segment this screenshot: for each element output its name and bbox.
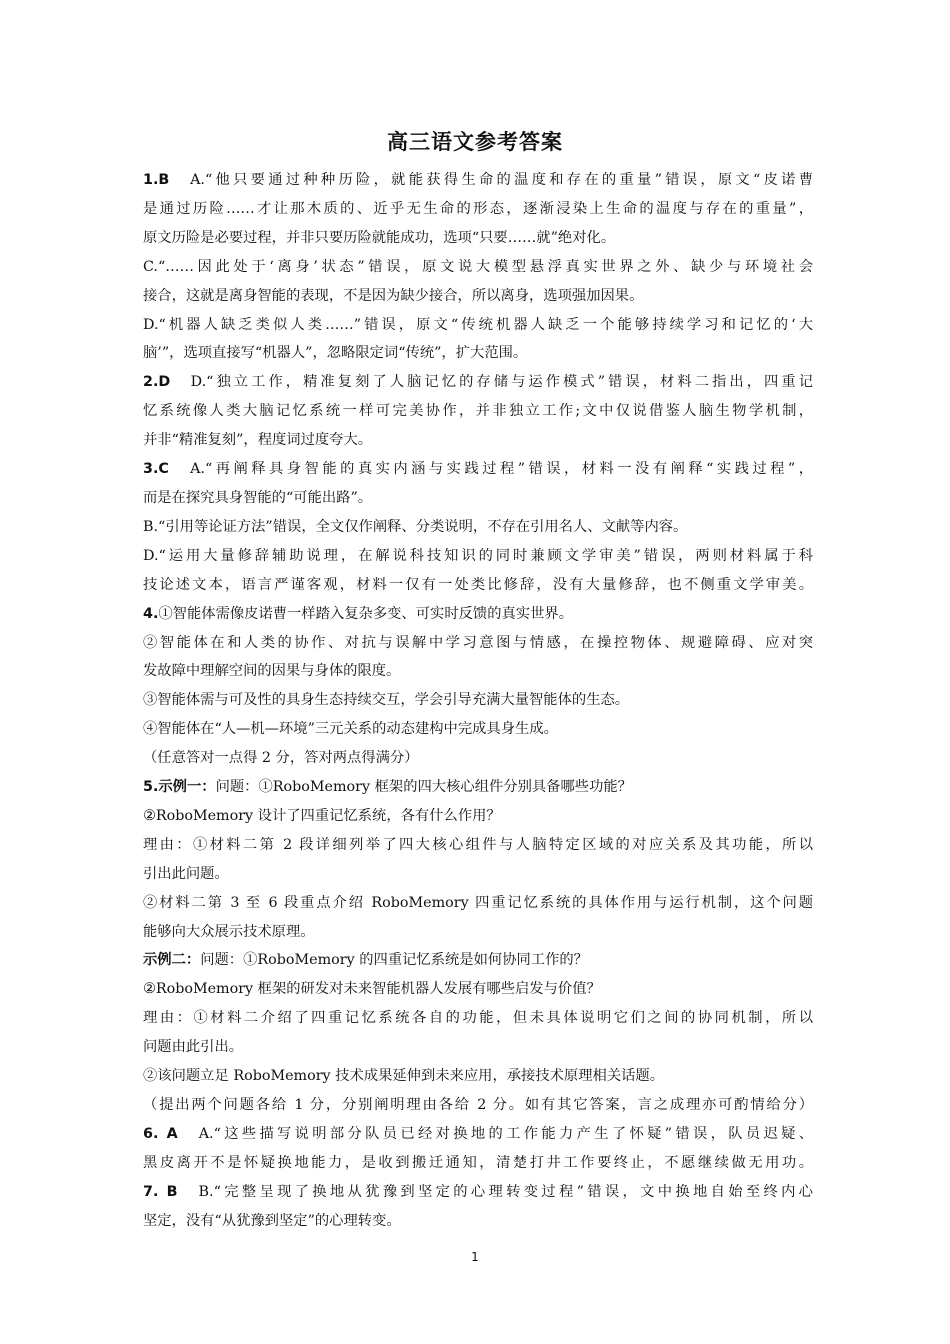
text-line [143, 1004, 813, 1033]
text-line [143, 397, 813, 426]
line-text: 坚定，没有“从犹豫到坚定”的心理转变。 [143, 1212, 401, 1229]
text-line [143, 744, 813, 773]
line-text: 问题：①RoboMemory 的四重记忆系统是如何协同工作的？ [200, 952, 588, 969]
text-line [143, 311, 813, 340]
line-text: 黑皮离开不是怀疑换地能力，是收到搬迁通知，清楚打井工作要终止，不愿继续做无用功。 [143, 1154, 813, 1171]
text-line [143, 542, 813, 571]
text-line [143, 715, 813, 744]
line-text: 能够向大众展示技术原理。 [143, 923, 315, 940]
line-text: A.“再阐释具身智能的真实内涵与实践过程”错误，材料一没有阐释“实践过程”， [168, 461, 813, 478]
text-line [143, 571, 813, 600]
line-text: ③智能体需与可及性的具身生态持续交互，学会引导充满大量智能体的生态。 [143, 692, 630, 709]
line-text: 并非“精准复刻”，程度词过度夸大。 [143, 432, 373, 449]
line-text: B.“引用等论证方法”错误，全文仅作阐释、分类说明，不存在引用名人、文献等内容。 [143, 518, 688, 535]
text-line [143, 918, 813, 947]
line-text: 发故障中理解空间的因果与身体的限度。 [143, 663, 401, 680]
line-text: 原文历险是必要过程，并非只要历险就能成功，选项“只要……就”绝对化。 [143, 229, 616, 246]
line-text: D.“运用大量修辞辅助说理，在解说科技知识的同时兼顾文学审美”错误，两则材料属于科 [143, 547, 813, 564]
text-line [143, 166, 813, 195]
text-line [143, 484, 813, 513]
text-line [143, 1091, 813, 1120]
line-text: 引出此问题。 [143, 865, 229, 882]
text-line [143, 282, 813, 311]
text-line [143, 1178, 813, 1207]
text-line [143, 657, 813, 686]
line-text: ②智能体在和人类的协作、对抗与误解中学习意图与情感，在操控物体、规避障碍、应对突 [143, 634, 813, 651]
line-text: 理由：①材料二介绍了四重记忆系统各自的功能，但未具体说明它们之间的协同机制，所以 [143, 1010, 813, 1027]
text-line [143, 802, 813, 831]
line-text: 忆系统像人类大脑记忆系统一样可完美协作，并非独立工作;文中仅说借鉴人脑生物学机制， [143, 403, 813, 420]
line-text: B.“完整呈现了换地从犹豫到坚定的心理转变过程”错误，文中换地自始至终内心 [177, 1183, 813, 1200]
line-text: ①智能体需像皮诺曹一样踏入复杂多变、可实时反馈的真实世界。 [158, 605, 573, 622]
document-title: 高三语文参考答案 [387, 130, 563, 154]
answer-label: 7. B [143, 1183, 178, 1200]
text-line [143, 339, 813, 368]
line-text: ④智能体在“人—机—环境”三元关系的动态建构中完成具身生成。 [143, 721, 558, 738]
text-line [143, 455, 813, 484]
page-number: 1 [471, 1250, 479, 1264]
line-text: 问题由此引出。 [143, 1039, 244, 1056]
answer-label: 2.D [143, 374, 171, 391]
line-text: ②该问题立足 RoboMemory 技术成果延伸到未来应用，承接技术原理相关话题。 [143, 1068, 665, 1085]
answer-label: 3.C [143, 461, 169, 478]
text-line [143, 513, 813, 542]
text-line [143, 629, 813, 658]
text-line [143, 1149, 813, 1178]
text-line [143, 426, 813, 455]
answer-label: 1.B [143, 172, 170, 188]
text-line [143, 831, 813, 860]
document-body [143, 166, 813, 1236]
text-line [143, 975, 813, 1004]
text-line [143, 224, 813, 253]
answer-label: 5.示例一： [143, 779, 216, 796]
text-line [143, 860, 813, 889]
line-text: 理由：①材料二第 2 段详细列举了四大核心组件与人脑特定区域的对应关系及其功能，所以 [143, 836, 813, 853]
line-text: 而是在探究具身智能的“可能出路”。 [143, 489, 373, 506]
text-line [143, 773, 813, 802]
line-text: （提出两个问题各给 1 分，分别阐明理由各给 2 分。如有其它答案，言之成理亦可酌情给分） [143, 1097, 813, 1113]
text-line [143, 889, 813, 918]
line-text: 是通过历险……才让那木质的、近乎无生命的形态，逐渐浸染上生命的温度与存在的重量”， [143, 200, 813, 217]
line-text: 技论述文本，语言严谨客观，材料一仅有一处类比修辞，没有大量修辞，也不侧重文学审美。 [143, 576, 813, 593]
answer-label: 4. [143, 605, 159, 622]
text-line [143, 1207, 813, 1236]
answer-label: 6. A [143, 1125, 178, 1142]
text-line [143, 686, 813, 715]
line-text: A.“这些描写说明部分队员已经对换地的工作能力产生了怀疑”错误，队员迟疑、 [177, 1125, 813, 1142]
line-text: A.“他只要通过种种历险，就能获得生命的温度和存在的重量”错误，原文“皮诺曹 [169, 172, 813, 188]
line-text: 接合，这就是离身智能的表现，不是因为缺少接合，所以离身，选项强加因果。 [143, 287, 644, 304]
text-line [143, 1120, 813, 1149]
line-text: ②材料二第 3 至 6 段重点介绍 RoboMemory 四重记忆系统的具体作用与运行机制，这个问题 [143, 894, 813, 911]
text-line [143, 1062, 813, 1091]
line-text: 问题：①RoboMemory 框架的四大核心组件分别具备哪些功能？ [215, 779, 632, 796]
text-line [143, 946, 813, 975]
text-line [143, 600, 813, 629]
line-text: D.“独立工作，精准复刻了人脑记忆的存储与运作模式”错误，材料二指出，四重记 [170, 374, 813, 391]
text-line [143, 195, 813, 224]
line-text: ②RoboMemory 设计了四重记忆系统，各有什么作用？ [143, 807, 501, 824]
answer-label: 示例二： [143, 952, 201, 969]
line-text: （任意答对一点得 2 分，答对两点得满分） [143, 750, 419, 767]
text-line [143, 368, 813, 397]
text-line [143, 1033, 813, 1062]
line-text: 脑’”，选项直接写“机器人”，忽略限定词“传统”，扩大范围。 [143, 345, 528, 362]
line-text: C.“……因此处于‘离身’状态”错误，原文说大模型悬浮真实世界之外、缺少与环境社会 [143, 258, 813, 275]
text-line [143, 253, 813, 282]
line-text: D.“机器人缺乏类似人类……”错误，原文“传统机器人缺乏一个能够持续学习和记忆的‘大 [143, 316, 813, 333]
line-text: ②RoboMemory 框架的研发对未来智能机器人发展有哪些启发与价值？ [143, 981, 601, 998]
